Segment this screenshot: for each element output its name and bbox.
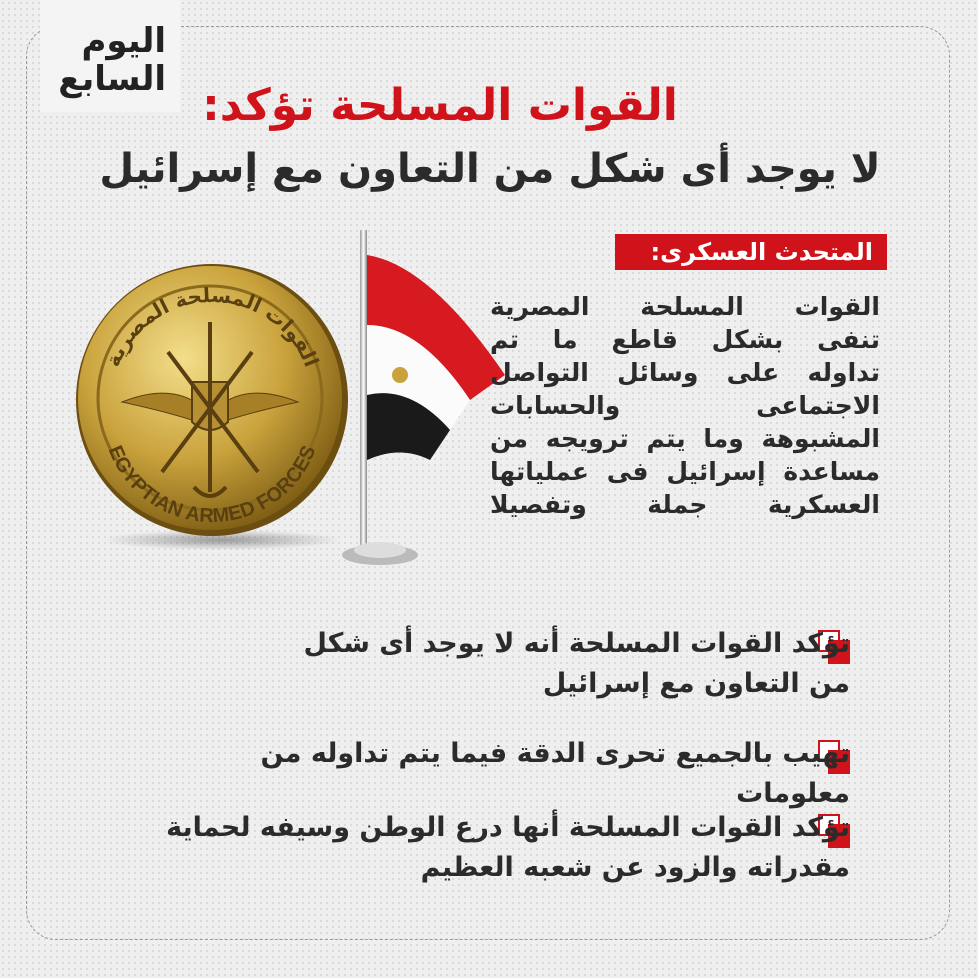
page-title: القوات المسلحة تؤكد: [202,80,678,131]
logo-line-1: اليوم [81,21,166,61]
svg-text:EGYPTIAN ARMED FORCES: EGYPTIAN ARMED FORCES [103,442,321,528]
statement-paragraph [490,290,880,521]
armed-forces-medal-image [72,262,352,552]
statement-line: القوات المسلحة المصرية [490,292,880,321]
bullet-line: تؤكد القوات المسلحة أنها درع الوطن وسيفه لحماية [166,812,850,843]
bullet-item [150,624,850,704]
statement-line: المشبوهة وما يتم ترويجه من [490,424,880,453]
page-subtitle: لا يوجد أى شكل من التعاون مع إسرائيل [99,146,881,192]
speaker-label: المتحدث العسكرى: [615,234,887,270]
bullet-line: مقدراته والزود عن شعبه العظيم [420,852,850,883]
bullet-line: تؤكد القوات المسلحة أنه لا يوجد أى شكل [303,628,850,659]
bullet-line: من التعاون مع إسرائيل [542,668,850,699]
statement-line: مساعدة إسرائيل فى عملياتها [490,457,880,486]
statement-line: تنفى بشكل قاطع ما تم [490,325,880,354]
statement-line: العسكرية جملة وتفصيلا [490,490,880,519]
bullet-item [150,734,850,814]
logo-line-2: السابع [58,59,166,99]
bullet-line: تهيب بالجميع تحرى الدقة فيما يتم تداوله من معلومات [260,738,850,809]
svg-text:القوات المسلحة المصرية: القوات المسلحة المصرية [100,282,324,371]
bullet-item [150,808,850,888]
statement-line: تداوله على وسائل التواصل [490,358,880,387]
statement-line: الاجتماعى والحسابات [490,391,880,420]
